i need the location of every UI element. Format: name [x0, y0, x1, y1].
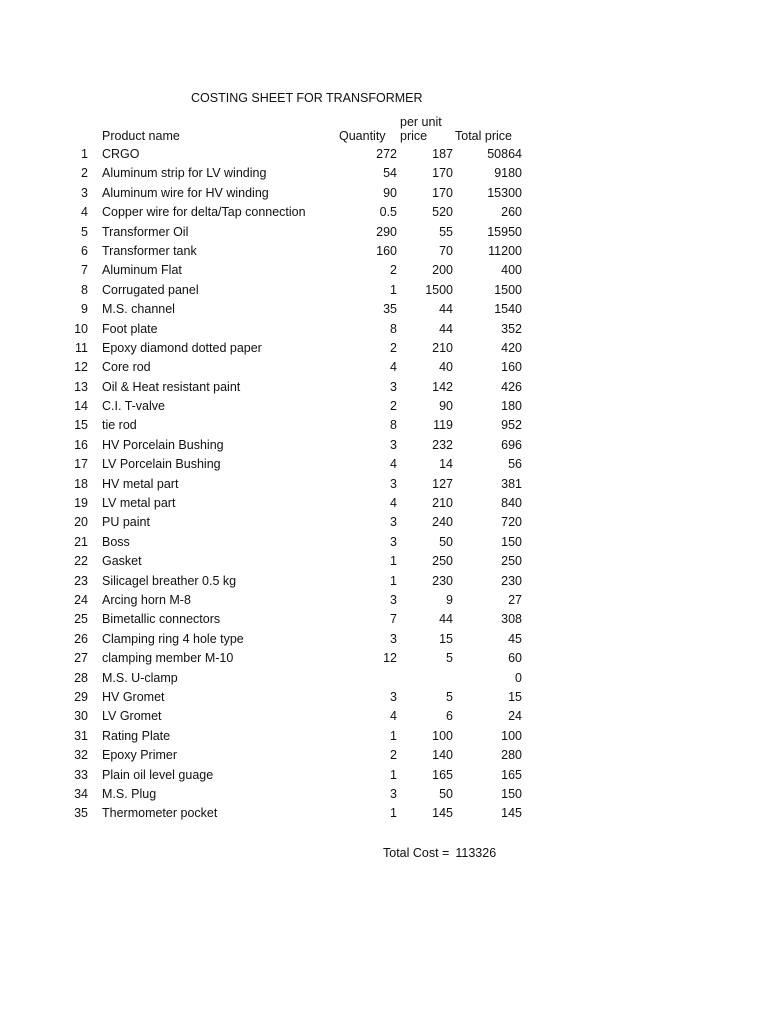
unit-price-cell: 44: [439, 612, 453, 627]
total-cost-value: 113326: [455, 846, 497, 860]
total-price-cell: 15300: [487, 185, 522, 200]
table-row: [0, 203, 768, 222]
unit-price-cell: 187: [432, 147, 453, 161]
quantity-cell: 1: [390, 554, 397, 569]
row-number: 26: [74, 631, 88, 646]
total-cost: [383, 846, 496, 860]
product-name-cell: clamping member M-10: [102, 651, 234, 666]
quantity-cell: 2: [390, 263, 397, 278]
table-row: [0, 727, 768, 746]
product-name-cell: HV metal part: [102, 476, 179, 491]
total-price-cell: 50864: [487, 147, 522, 161]
row-number: 12: [74, 360, 88, 375]
total-price-cell: 150: [501, 786, 522, 801]
product-name-cell: Core rod: [102, 360, 151, 375]
row-number: 28: [74, 670, 88, 685]
row-number: 29: [74, 689, 88, 704]
quantity-cell: 4: [390, 496, 397, 511]
unit-price-cell: 142: [432, 379, 453, 394]
quantity-cell: 35: [383, 302, 397, 317]
table-row: [0, 242, 768, 261]
total-price-cell: 1540: [494, 302, 522, 317]
table-row: [0, 358, 768, 377]
quantity-cell: 4: [390, 709, 397, 724]
product-name-cell: M.S. Plug: [102, 786, 157, 801]
total-price-cell: 230: [501, 573, 522, 588]
quantity-cell: 1: [390, 573, 397, 588]
unit-price-cell: 55: [439, 224, 453, 239]
quantity-cell: 2: [390, 748, 397, 763]
table-row: [0, 184, 768, 203]
total-price-cell: 150: [501, 534, 522, 549]
row-number: 15: [74, 418, 88, 433]
header-per-unit-price: per unit price: [400, 115, 442, 143]
table-row: [0, 397, 768, 416]
quantity-cell: 3: [390, 476, 397, 491]
unit-price-cell: 6: [446, 709, 453, 724]
table-row: [0, 572, 768, 591]
quantity-cell: 2: [390, 399, 397, 414]
quantity-cell: 3: [390, 689, 397, 704]
unit-price-cell: 520: [432, 205, 453, 220]
unit-price-cell: 40: [439, 360, 453, 375]
table-row: [0, 494, 768, 513]
table-row: [0, 669, 768, 688]
table-row: [0, 281, 768, 300]
table-row: [0, 766, 768, 785]
product-name-cell: LV Porcelain Bushing: [102, 457, 221, 472]
table-row: [0, 630, 768, 649]
table-row: [0, 649, 768, 668]
product-name-cell: Copper wire for delta/Tap connection: [102, 205, 306, 220]
row-number: 30: [74, 709, 88, 724]
unit-price-cell: 250: [432, 554, 453, 569]
row-number: 32: [74, 748, 88, 763]
total-price-cell: 0: [515, 670, 522, 685]
row-number: 31: [74, 728, 88, 743]
product-name-cell: Foot plate: [102, 321, 158, 336]
table-row: [0, 513, 768, 532]
unit-price-cell: 170: [432, 166, 453, 181]
total-price-cell: 308: [501, 612, 522, 627]
table-row: [0, 436, 768, 455]
product-name-cell: Thermometer pocket: [102, 806, 218, 821]
total-price-cell: 27: [508, 592, 522, 607]
table-row: [0, 610, 768, 629]
total-price-cell: 260: [501, 205, 522, 220]
product-name-cell: Aluminum wire for HV winding: [102, 185, 269, 200]
table-row: [0, 145, 768, 164]
total-price-cell: 15: [508, 689, 522, 704]
quantity-cell: 0.5: [379, 205, 397, 220]
row-number: 19: [74, 496, 88, 511]
total-price-cell: 11200: [488, 243, 522, 258]
row-number: 4: [81, 205, 88, 220]
unit-price-cell: 119: [433, 418, 453, 433]
unit-price-cell: 232: [432, 437, 453, 452]
product-name-cell: Silicagel breather 0.5 kg: [102, 573, 237, 588]
unit-price-cell: 165: [432, 767, 453, 782]
total-price-cell: 9180: [494, 166, 522, 181]
quantity-cell: 3: [390, 437, 397, 452]
row-number: 13: [74, 379, 88, 394]
product-name-cell: M.S. U-clamp: [102, 670, 178, 685]
row-number: 20: [74, 515, 88, 530]
unit-price-cell: 14: [439, 457, 453, 472]
unit-price-cell: 230: [432, 573, 453, 588]
unit-price-cell: 90: [439, 399, 453, 414]
total-price-cell: 160: [501, 360, 522, 375]
unit-price-cell: 210: [432, 340, 453, 355]
table-row: [0, 455, 768, 474]
product-name-cell: Transformer tank: [102, 243, 197, 258]
total-price-cell: 352: [501, 321, 522, 336]
total-price-cell: 426: [501, 379, 522, 394]
unit-price-cell: 5: [446, 689, 453, 704]
product-name-cell: Boss: [102, 534, 130, 549]
unit-price-cell: 1500: [425, 282, 453, 297]
row-number: 14: [74, 399, 88, 414]
row-number: 22: [74, 554, 88, 569]
quantity-cell: 4: [390, 360, 397, 375]
table-row: [0, 688, 768, 707]
quantity-cell: 1: [390, 767, 397, 782]
row-number: 2: [81, 166, 88, 181]
total-price-cell: 56: [508, 457, 522, 472]
row-number: 5: [81, 224, 88, 239]
quantity-cell: 2: [390, 340, 397, 355]
total-price-cell: 840: [501, 496, 522, 511]
row-number: 10: [74, 321, 88, 336]
table-row: [0, 223, 768, 242]
quantity-cell: 8: [390, 321, 397, 336]
table-row: [0, 746, 768, 765]
product-name-cell: Transformer Oil: [102, 224, 189, 239]
row-number: 11: [75, 340, 88, 355]
table-row: [0, 416, 768, 435]
total-price-cell: 952: [501, 418, 522, 433]
total-cost-label: Total Cost =: [383, 846, 450, 860]
unit-price-cell: 50: [439, 534, 453, 549]
quantity-cell: 272: [376, 147, 397, 161]
product-name-cell: M.S. channel: [102, 302, 175, 317]
total-price-cell: 165: [501, 767, 522, 782]
table-row: [0, 475, 768, 494]
row-number: 16: [74, 437, 88, 452]
quantity-cell: 3: [390, 534, 397, 549]
total-price-cell: 100: [501, 728, 522, 743]
table-row: [0, 164, 768, 183]
product-name-cell: Arcing horn M-8: [102, 592, 191, 607]
product-name-cell: Epoxy Primer: [102, 748, 178, 763]
row-number: 6: [81, 243, 88, 258]
product-name-cell: PU paint: [102, 515, 150, 530]
unit-price-cell: 9: [446, 592, 453, 607]
table-row: [0, 378, 768, 397]
table-row: [0, 552, 768, 571]
total-price-cell: 250: [501, 554, 522, 569]
table-row: [0, 339, 768, 358]
row-number: 21: [74, 534, 88, 549]
unit-price-cell: 140: [432, 748, 453, 763]
quantity-cell: 290: [376, 224, 397, 239]
header-quantity: Quantity: [339, 129, 386, 143]
row-number: 35: [74, 806, 88, 821]
quantity-cell: 1: [390, 282, 397, 297]
quantity-cell: 3: [390, 379, 397, 394]
unit-price-cell: 210: [432, 496, 453, 511]
header-total-price: Total price: [455, 129, 512, 143]
row-number: 8: [81, 282, 88, 297]
row-number: 7: [81, 263, 88, 278]
row-number: 27: [74, 651, 88, 666]
row-number: 9: [81, 302, 88, 317]
unit-price-cell: 170: [432, 185, 453, 200]
total-price-cell: 720: [501, 515, 522, 530]
unit-price-cell: 100: [432, 728, 453, 743]
row-number: 24: [74, 592, 88, 607]
product-name-cell: CRGO: [102, 147, 140, 161]
unit-price-cell: 70: [439, 243, 453, 258]
row-number: 33: [74, 767, 88, 782]
table-row: [0, 591, 768, 610]
table-row: [0, 300, 768, 319]
table-row: [0, 533, 768, 552]
product-name-cell: C.I. T-valve: [102, 399, 165, 414]
total-price-cell: 400: [501, 263, 522, 278]
product-name-cell: tie rod: [102, 418, 137, 433]
quantity-cell: 3: [390, 592, 397, 607]
row-number: 17: [74, 457, 88, 472]
product-name-cell: Corrugated panel: [102, 282, 199, 297]
row-number: 25: [74, 612, 88, 627]
total-price-cell: 24: [508, 709, 522, 724]
total-price-cell: 381: [501, 476, 522, 491]
unit-price-cell: 50: [439, 786, 453, 801]
product-name-cell: Clamping ring 4 hole type: [102, 631, 244, 646]
unit-price-cell: 15: [439, 631, 453, 646]
product-name-cell: Oil & Heat resistant paint: [102, 379, 241, 394]
table-row: [0, 707, 768, 726]
row-number: 23: [74, 573, 88, 588]
product-name-cell: Gasket: [102, 554, 142, 569]
cost-table-body: [0, 145, 768, 824]
unit-price-cell: 44: [439, 302, 453, 317]
quantity-cell: 160: [376, 243, 397, 258]
quantity-cell: 3: [390, 786, 397, 801]
unit-price-cell: 5: [446, 651, 453, 666]
table-row: [0, 320, 768, 339]
row-number: 3: [81, 185, 88, 200]
product-name-cell: Plain oil level guage: [102, 767, 214, 782]
quantity-cell: 54: [383, 166, 397, 181]
row-number: 1: [81, 147, 88, 161]
product-name-cell: HV Porcelain Bushing: [102, 437, 224, 452]
product-name-cell: Epoxy diamond dotted paper: [102, 340, 262, 355]
unit-price-cell: 127: [432, 476, 453, 491]
quantity-cell: 8: [390, 418, 397, 433]
table-row: [0, 261, 768, 280]
table-row: [0, 785, 768, 804]
total-price-cell: 60: [508, 651, 522, 666]
sheet-title: COSTING SHEET FOR TRANSFORMER: [191, 91, 423, 105]
product-name-cell: Aluminum strip for LV winding: [102, 166, 267, 181]
table-row: [0, 804, 768, 823]
product-name-cell: LV metal part: [102, 496, 176, 511]
row-number: 18: [74, 476, 88, 491]
product-name-cell: Rating Plate: [102, 728, 171, 743]
total-price-cell: 15950: [487, 224, 522, 239]
product-name-cell: Aluminum Flat: [102, 263, 182, 278]
quantity-cell: 7: [390, 612, 397, 627]
unit-price-cell: 44: [439, 321, 453, 336]
total-price-cell: 145: [501, 806, 522, 821]
unit-price-cell: 200: [432, 263, 453, 278]
product-name-cell: Bimetallic connectors: [102, 612, 221, 627]
quantity-cell: 3: [390, 631, 397, 646]
product-name-cell: LV Gromet: [102, 709, 162, 724]
quantity-cell: 90: [383, 185, 397, 200]
row-number: 34: [74, 786, 88, 801]
total-price-cell: 696: [501, 437, 522, 452]
quantity-cell: 4: [390, 457, 397, 472]
unit-price-cell: 240: [432, 515, 453, 530]
header-product-name: Product name: [102, 129, 180, 143]
unit-price-cell: 145: [432, 806, 453, 821]
product-name-cell: HV Gromet: [102, 689, 165, 704]
quantity-cell: 1: [390, 806, 397, 821]
total-price-cell: 420: [501, 340, 522, 355]
quantity-cell: 3: [390, 515, 397, 530]
total-price-cell: 1500: [494, 282, 522, 297]
quantity-cell: 1: [390, 728, 397, 743]
total-price-cell: 180: [501, 399, 522, 414]
total-price-cell: 45: [508, 631, 522, 646]
total-price-cell: 280: [501, 748, 522, 763]
quantity-cell: 12: [383, 651, 397, 666]
